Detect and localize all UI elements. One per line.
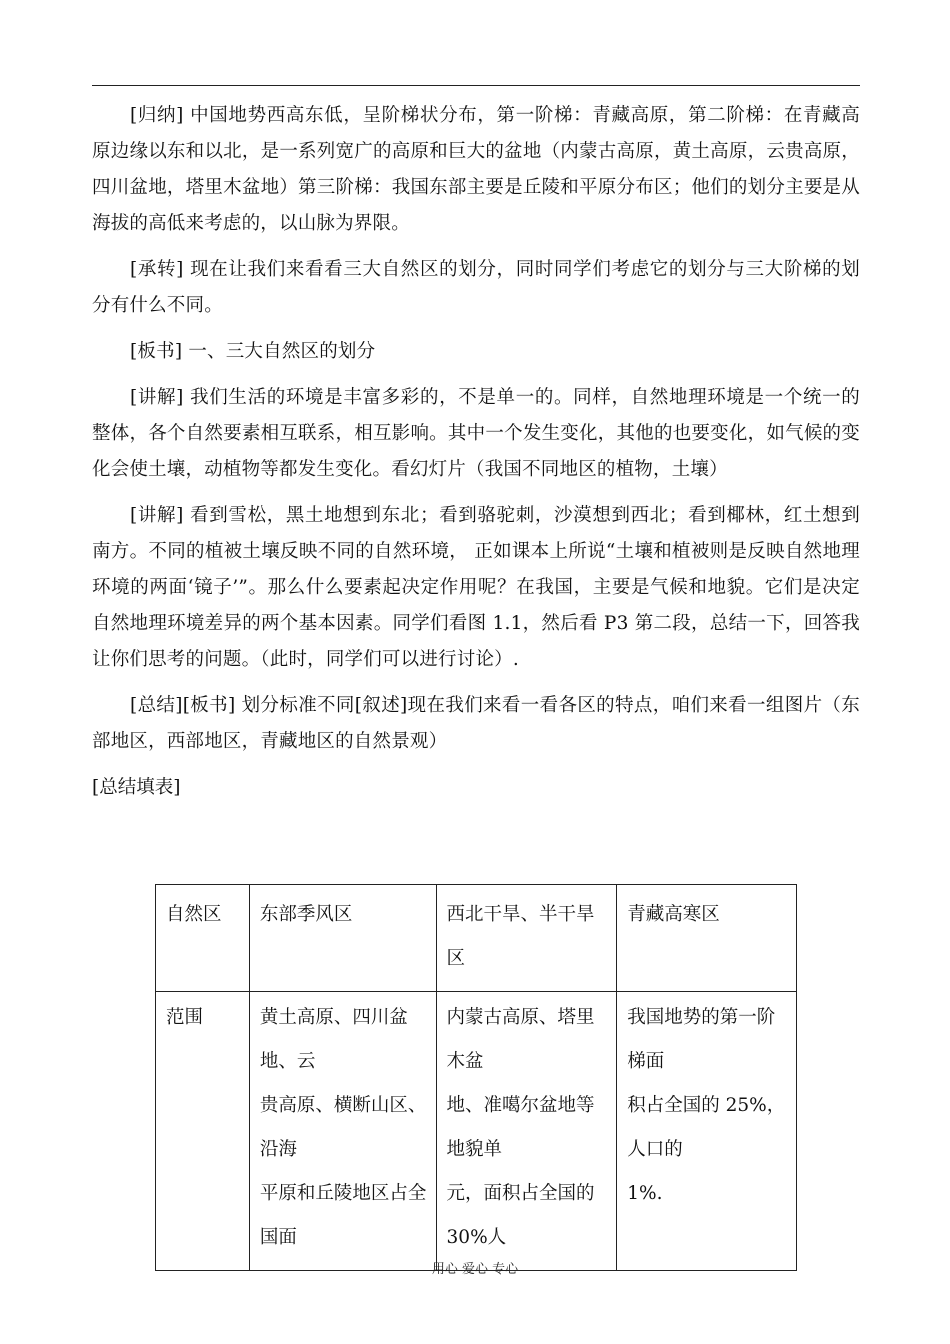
page-footer: 用心 爱心 专心	[431, 1262, 519, 1277]
table-header-row	[156, 885, 797, 992]
paragraph-transition: [承转] 现在让我们来看看三大自然区的划分，同时同学们考虑它的划分与三大阶梯的划分有什么不同。	[92, 259, 860, 316]
paragraph-conclusion: [总结][板书] 划分标准不同[叙述]现在我们来看一看各区的特点，咱们来看一组图片（东部地区，西部地区，青藏地区的自然景观）	[92, 695, 860, 752]
cell-line: 贵高原、横断山区、沿海	[259, 1095, 427, 1160]
cell-line: 平原和丘陵地区占全国面	[259, 1183, 427, 1248]
cell-line: 积占全国的 25%，人口的	[627, 1095, 786, 1160]
table-header-cell: 自然区	[156, 885, 250, 992]
table-cell-qingzang	[617, 992, 797, 1271]
paragraph-summary: [归纳] 中国地势西高东低，呈阶梯状分布，第一阶梯：青藏高原，第二阶梯：在青藏高原边缘以东和以北，是一系列宽广的高原和巨大的盆地（内蒙古高原，黄土高原，云贵高原，四川盆地，塔里木盆地）第三阶梯：我国东部主要是丘陵和平原分布区；他们的划分主要是从海拔的高低来考虑的，以山脉为界限。	[92, 105, 860, 234]
paragraph-explanation-2: [讲解] 看到雪松，黑土地想到东北；看到骆驼刺，沙漠想到西北；看到椰林，红土想到南方。不同的植被土壤反映不同的自然环境， 正如课本上所说“土壤和植被则是反映自然地理环境的两面‘镜子’”。那么什么要素起决定作用呢？在我国，主要是气候和地貌。它们是决定自然地理环境差异的两个基本因素。同学们看图 1.1，然后看 P3 第二段，总结一下，回答我让你们思考的问题。（此时，同学们可以进行讨论）.	[92, 505, 860, 670]
paragraph-explanation-1: [讲解] 我们生活的环境是丰富多彩的，不是单一的。同样，自然地理环境是一个统一的整体，各个自然要素相互联系，相互影响。其中一个发生变化，其他的也要变化，如气候的变化会使土壤，动植物等都发生变化。看幻灯片（我国不同地区的植物，土壤）	[92, 387, 860, 480]
table-header-cell: 青藏高寒区	[617, 885, 797, 992]
table-cell-east	[249, 992, 436, 1271]
document-body	[92, 98, 860, 806]
table-row-label: 范围	[156, 992, 250, 1271]
cell-line: 黄土高原、四川盆地、云	[259, 1007, 408, 1072]
table-cell-northwest	[436, 992, 617, 1271]
header-rule	[92, 85, 860, 86]
cell-line: 地、准噶尔盆地等地貌单	[446, 1095, 595, 1160]
table-header-cell: 西北干旱、半干旱区	[436, 885, 617, 992]
cell-line: 我国地势的第一阶梯面	[627, 1007, 776, 1072]
cell-line: 元，面积占全国的 30%人	[446, 1183, 595, 1248]
table-header-cell: 东部季风区	[249, 885, 436, 992]
table-row	[156, 992, 797, 1271]
table-label: [总结填表]	[92, 777, 181, 798]
cell-line: 1%.	[627, 1183, 663, 1204]
natural-regions-table	[155, 884, 797, 1271]
cell-line: 内蒙古高原、塔里木盆	[446, 1007, 595, 1072]
paragraph-blackboard: [板书] 一、三大自然区的划分	[130, 341, 376, 362]
